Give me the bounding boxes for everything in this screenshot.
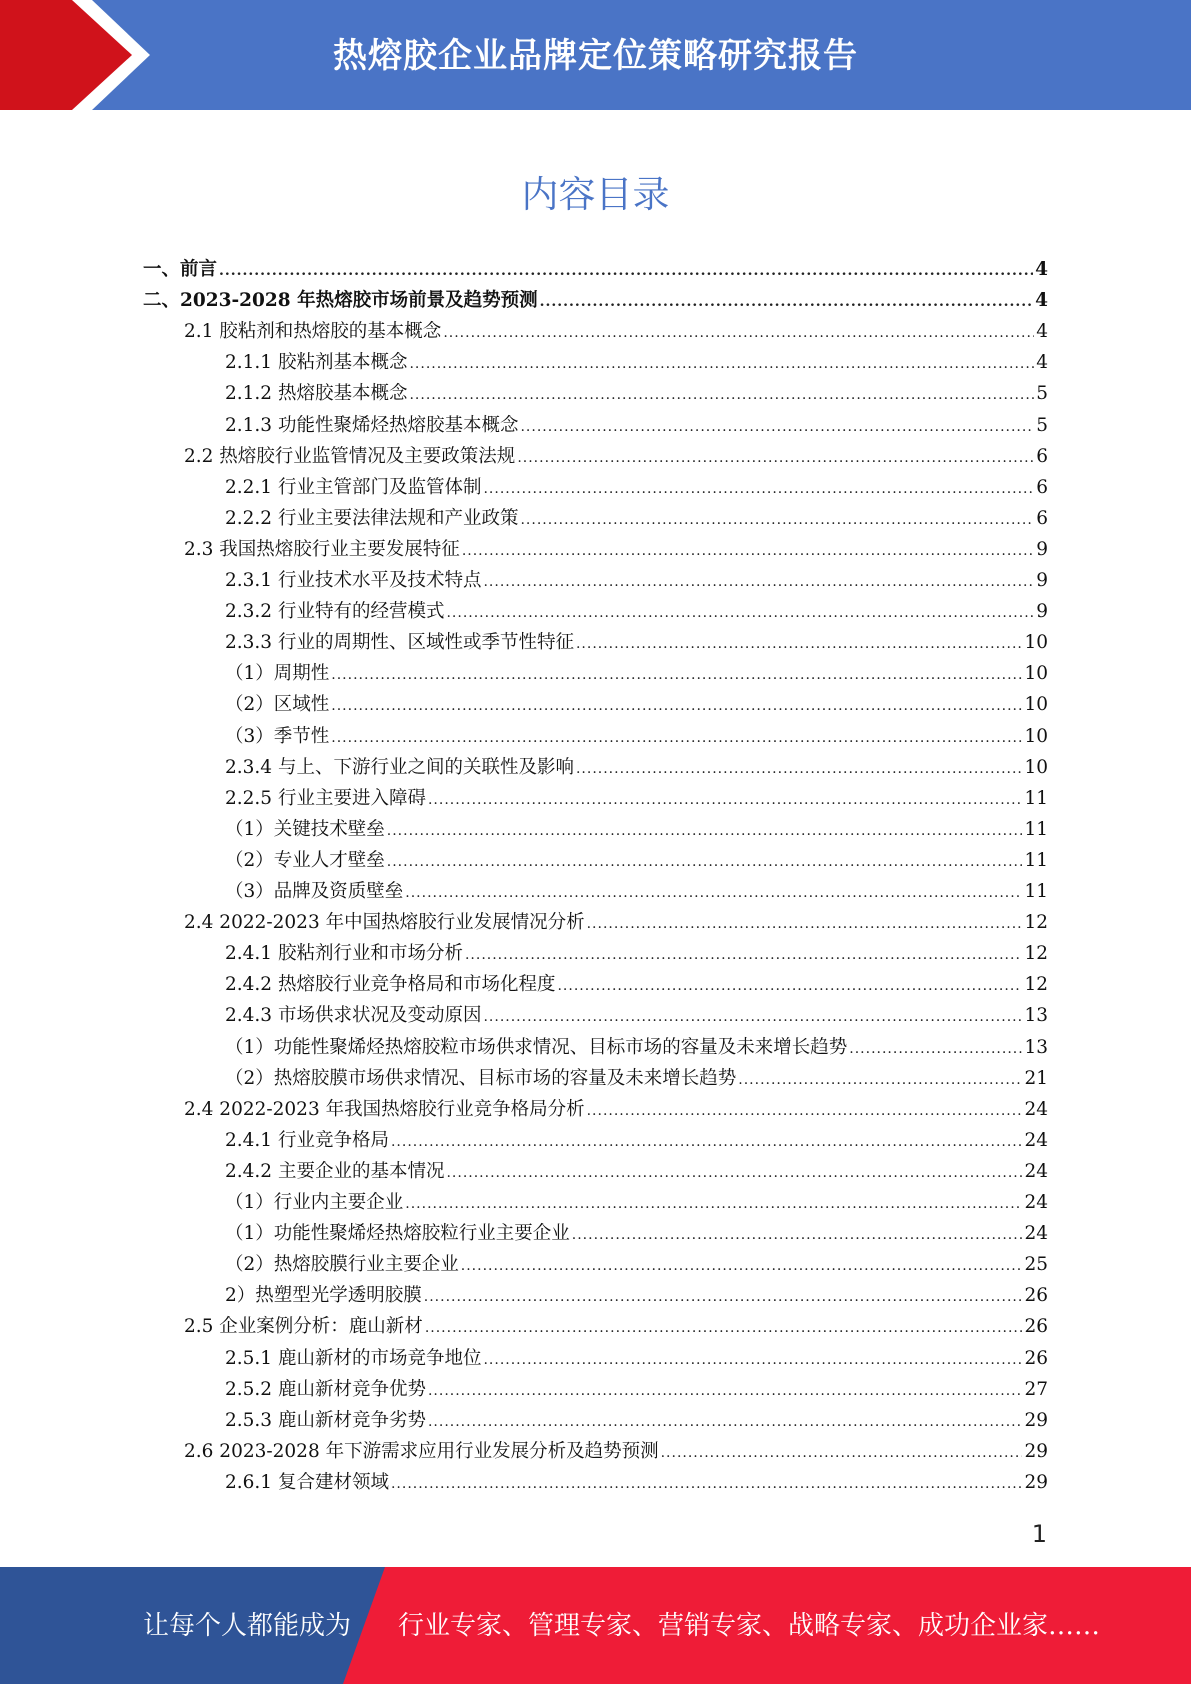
toc-leader-dots bbox=[443, 318, 1034, 349]
toc-leader-dots bbox=[520, 412, 1034, 443]
toc-entry[interactable] bbox=[225, 689, 1048, 720]
toc-leader-dots bbox=[557, 971, 1022, 1002]
toc-entry-page: 24 bbox=[1024, 1098, 1048, 1120]
toc-entry-title: （1）功能性聚烯烃热熔胶粒行业主要企业 bbox=[225, 1223, 570, 1245]
toc-entry[interactable] bbox=[143, 285, 1048, 316]
toc-leader-dots bbox=[219, 256, 1033, 287]
toc-leader-dots bbox=[405, 878, 1022, 909]
toc-entry-title: 2.3.3 行业的周期性、区域性或季节性特征 bbox=[225, 632, 574, 654]
toc-entry-page: 11 bbox=[1024, 881, 1048, 902]
toc-entry[interactable] bbox=[225, 1156, 1048, 1187]
toc-entry[interactable] bbox=[225, 814, 1048, 845]
toc-entry-page: 11 bbox=[1024, 849, 1048, 871]
toc-leader-dots bbox=[428, 1407, 1022, 1438]
toc-leader-dots bbox=[587, 1096, 1023, 1127]
toc-leader-dots bbox=[483, 1002, 1022, 1033]
toc-entry-title: 2.2.2 行业主要法律法规和产业政策 bbox=[225, 507, 519, 529]
toc-entry-title: 2.6.1 复合建材领域 bbox=[225, 1471, 389, 1493]
toc-entry-page: 24 bbox=[1024, 1223, 1048, 1245]
toc-leader-dots bbox=[483, 567, 1034, 598]
toc-entry-page: 24 bbox=[1024, 1160, 1048, 1182]
toc-entry-page: 5 bbox=[1036, 414, 1048, 436]
toc-entry-page: 29 bbox=[1024, 1409, 1048, 1431]
toc-entry[interactable] bbox=[225, 1063, 1048, 1094]
toc-leader-dots bbox=[409, 349, 1034, 380]
toc-entry-title: 2.4.2 主要企业的基本情况 bbox=[225, 1160, 445, 1182]
toc-entry-title: 2.4.1 行业竞争格局 bbox=[225, 1129, 389, 1151]
toc-entry-page: 10 bbox=[1024, 694, 1048, 716]
toc-entry-title: 2.4.1 胶粘剂行业和市场分析 bbox=[225, 943, 463, 965]
toc-entry-title: 2.1.1 胶粘剂基本概念 bbox=[225, 352, 408, 374]
toc-entry[interactable] bbox=[225, 1280, 1048, 1311]
toc-entry-page: 6 bbox=[1036, 507, 1048, 529]
toc-entry-page: 12 bbox=[1024, 943, 1048, 965]
toc-leader-dots bbox=[387, 816, 1023, 847]
toc-entry-page: 4 bbox=[1036, 352, 1048, 374]
toc-entry[interactable] bbox=[143, 254, 1048, 285]
toc-leader-dots bbox=[483, 474, 1034, 505]
toc-entry-page: 11 bbox=[1024, 818, 1048, 840]
toc-leader-dots bbox=[446, 1158, 1022, 1189]
toc-leader-dots bbox=[428, 785, 1022, 816]
toc-leader-dots bbox=[576, 629, 1022, 660]
toc-entry-page: 26 bbox=[1024, 1285, 1048, 1307]
toc-leader-dots bbox=[446, 598, 1034, 629]
toc-entry-page: 25 bbox=[1024, 1254, 1048, 1276]
page-number: 1 bbox=[1031, 1520, 1047, 1548]
toc-leader-dots bbox=[465, 940, 1022, 971]
toc-leader-dots bbox=[331, 691, 1022, 722]
toc-entry-page: 10 bbox=[1024, 663, 1048, 685]
toc-entry[interactable] bbox=[184, 1094, 1048, 1125]
toc-entry-title: 2.4.2 热熔胶行业竞争格局和市场化程度 bbox=[225, 974, 556, 996]
toc-entry-title: 一、前言 bbox=[143, 259, 218, 280]
toc-heading: 内容目录 bbox=[521, 173, 670, 216]
toc-entry[interactable] bbox=[225, 783, 1048, 814]
toc-entry[interactable] bbox=[225, 938, 1048, 969]
toc-entry[interactable] bbox=[225, 1032, 1048, 1063]
toc-leader-dots bbox=[425, 1313, 1023, 1344]
toc-entry-page: 26 bbox=[1024, 1347, 1048, 1369]
toc-entry-title: 2）热塑型光学透明胶膜 bbox=[225, 1285, 422, 1307]
toc-leader-dots bbox=[405, 1189, 1022, 1220]
toc-entry[interactable] bbox=[184, 441, 1048, 472]
toc-entry-title: （3）季节性 bbox=[225, 725, 330, 747]
toc-entry-page: 10 bbox=[1024, 756, 1048, 778]
toc-entry[interactable] bbox=[225, 1343, 1048, 1374]
toc-entry[interactable] bbox=[225, 410, 1048, 441]
toc-entry-page: 12 bbox=[1024, 912, 1048, 934]
toc-entry-title: 2.3.2 行业特有的经营模式 bbox=[225, 601, 445, 623]
toc-entry[interactable] bbox=[225, 627, 1048, 658]
toc-entry[interactable] bbox=[225, 472, 1048, 503]
toc-entry-page: 24 bbox=[1024, 1192, 1048, 1213]
toc-entry-title: 二、2023-2028 年热熔胶市场前景及趋势预测 bbox=[143, 290, 538, 312]
toc-entry-title: 2.6 2023-2028 年下游需求应用行业发展分析及趋势预测 bbox=[184, 1440, 659, 1462]
toc-entry-title: 2.5 企业案例分析：鹿山新材 bbox=[184, 1316, 423, 1338]
toc-entry-page: 4 bbox=[1036, 321, 1048, 343]
toc-entry-title: （2）热熔胶膜行业主要企业 bbox=[225, 1254, 459, 1276]
toc-entry[interactable] bbox=[225, 721, 1048, 752]
toc-leader-dots bbox=[576, 754, 1022, 785]
toc-entry-page: 29 bbox=[1024, 1440, 1048, 1462]
toc-entry-title: （1）功能性聚烯烃热熔胶粒市场供求情况、目标市场的容量及未来增长趋势 bbox=[225, 1036, 848, 1058]
toc-entry-page: 12 bbox=[1024, 974, 1048, 996]
toc-entry-page: 10 bbox=[1024, 725, 1048, 747]
toc-entry[interactable] bbox=[225, 1218, 1048, 1249]
toc-leader-dots bbox=[391, 1469, 1022, 1500]
toc-leader-dots bbox=[661, 1438, 1023, 1469]
toc-entry[interactable] bbox=[184, 1311, 1048, 1342]
toc-leader-dots bbox=[391, 1127, 1022, 1158]
toc-entry[interactable] bbox=[225, 1249, 1048, 1280]
toc-entry-page: 4 bbox=[1035, 290, 1048, 312]
toc-entry-page: 21 bbox=[1024, 1067, 1048, 1089]
toc-entry-title: 2.2.5 行业主要进入障碍 bbox=[225, 787, 426, 809]
toc-entry[interactable] bbox=[225, 503, 1048, 534]
toc-entry-title: 2.4 2022-2023 年我国热熔胶行业竞争格局分析 bbox=[184, 1098, 585, 1120]
toc-entry[interactable] bbox=[225, 1187, 1048, 1218]
toc-entry-title: 2.3 我国热熔胶行业主要发展特征 bbox=[184, 538, 460, 560]
toc-entry[interactable] bbox=[225, 845, 1048, 876]
toc-entry-title: 2.5.1 鹿山新材的市场竞争地位 bbox=[225, 1347, 482, 1369]
toc-leader-dots bbox=[738, 1065, 1022, 1096]
toc-entry-page: 10 bbox=[1024, 632, 1048, 654]
toc-entry[interactable] bbox=[225, 1405, 1048, 1436]
toc-entry[interactable] bbox=[225, 752, 1048, 783]
footer-slogan-right: 行业专家、管理专家、营销专家、战略专家、成功企业家…… bbox=[398, 1611, 1101, 1641]
toc-leader-dots bbox=[572, 1220, 1023, 1251]
toc-entry-title: 2.2.1 行业主管部门及监管体制 bbox=[225, 476, 482, 498]
toc-entry-page: 13 bbox=[1024, 1005, 1048, 1027]
toc-leader-dots bbox=[387, 847, 1023, 878]
toc-leader-dots bbox=[424, 1282, 1023, 1313]
toc-entry-title: （2）区域性 bbox=[225, 694, 330, 716]
toc-entry[interactable] bbox=[184, 1436, 1048, 1467]
footer-slogan-left: 让每个人都能成为 bbox=[143, 1611, 352, 1641]
toc-entry[interactable] bbox=[225, 596, 1048, 627]
toc-entry-title: （2）热熔胶膜市场供求情况、目标市场的容量及未来增长趋势 bbox=[225, 1067, 737, 1089]
toc-entry[interactable] bbox=[184, 316, 1048, 347]
toc-entry-page: 6 bbox=[1036, 476, 1048, 498]
toc-entry-page: 9 bbox=[1036, 538, 1048, 560]
toc-entry-title: 2.5.2 鹿山新材竞争优势 bbox=[225, 1378, 426, 1400]
toc-leader-dots bbox=[483, 1345, 1022, 1376]
report-header bbox=[0, 0, 1191, 110]
toc-leader-dots bbox=[462, 536, 1034, 567]
toc-entry-title: 2.4 2022-2023 年中国热熔胶行业发展情况分析 bbox=[184, 912, 585, 934]
toc-entry-title: 2.1 胶粘剂和热熔胶的基本概念 bbox=[184, 321, 442, 343]
toc-entry-page: 27 bbox=[1024, 1378, 1048, 1400]
toc-entry-page: 5 bbox=[1036, 383, 1048, 405]
toc-entry-page: 26 bbox=[1024, 1316, 1048, 1338]
toc-entry[interactable] bbox=[225, 969, 1048, 1000]
toc-entry-title: （3）品牌及资质壁垒 bbox=[225, 881, 404, 902]
toc-leader-dots bbox=[849, 1034, 1022, 1065]
toc-entry[interactable] bbox=[184, 907, 1048, 938]
toc-entry-title: （1）关键技术壁垒 bbox=[225, 818, 385, 840]
report-title: 热熔胶企业品牌定位策略研究报告 bbox=[333, 36, 858, 76]
toc-entry[interactable] bbox=[225, 1125, 1048, 1156]
toc-entry[interactable] bbox=[225, 658, 1048, 689]
toc-entry-page: 9 bbox=[1036, 570, 1048, 591]
toc-leader-dots bbox=[428, 1376, 1022, 1407]
toc-entry-page: 4 bbox=[1035, 259, 1048, 280]
toc-entry[interactable] bbox=[225, 1467, 1048, 1498]
toc-entry[interactable] bbox=[184, 534, 1048, 565]
toc-entry-page: 24 bbox=[1024, 1129, 1048, 1151]
toc-leader-dots bbox=[331, 660, 1022, 691]
toc-entry-title: （1）周期性 bbox=[225, 663, 330, 685]
toc-leader-dots bbox=[461, 1251, 1023, 1282]
toc-entry[interactable] bbox=[225, 1374, 1048, 1405]
toc-entry-page: 11 bbox=[1024, 787, 1048, 809]
toc-entry-page: 6 bbox=[1036, 445, 1048, 467]
toc-entry-title: 2.1.3 功能性聚烯烃热熔胶基本概念 bbox=[225, 414, 519, 436]
toc-leader-dots bbox=[409, 380, 1034, 411]
toc-entry-title: 2.1.2 热熔胶基本概念 bbox=[225, 383, 408, 405]
toc-entry-title: 2.3.1 行业技术水平及技术特点 bbox=[225, 570, 482, 591]
toc-leader-dots bbox=[587, 909, 1023, 940]
toc-leader-dots bbox=[540, 287, 1034, 318]
toc-entry[interactable] bbox=[225, 378, 1048, 409]
toc-entry[interactable] bbox=[225, 876, 1048, 907]
toc-entry-title: 2.5.3 鹿山新材竞争劣势 bbox=[225, 1409, 426, 1431]
toc-entry-page: 29 bbox=[1024, 1471, 1048, 1493]
toc-leader-dots bbox=[331, 723, 1022, 754]
toc-entry-title: （2）专业人才壁垒 bbox=[225, 849, 385, 871]
toc-entry-title: 2.2 热熔胶行业监管情况及主要政策法规 bbox=[184, 445, 516, 467]
toc-entry[interactable] bbox=[225, 347, 1048, 378]
toc-leader-dots bbox=[517, 443, 1034, 474]
toc-entry[interactable] bbox=[225, 1000, 1048, 1031]
toc-entry-title: （1）行业内主要企业 bbox=[225, 1192, 404, 1213]
toc-entry-title: 2.4.3 市场供求状况及变动原因 bbox=[225, 1005, 482, 1027]
toc-entry[interactable] bbox=[225, 565, 1048, 596]
toc-entry-page: 9 bbox=[1036, 601, 1048, 623]
footer-banner bbox=[0, 1567, 1191, 1684]
toc-entry-page: 13 bbox=[1024, 1036, 1048, 1058]
toc-leader-dots bbox=[520, 505, 1034, 536]
toc-entry-title: 2.3.4 与上、下游行业之间的关联性及影响 bbox=[225, 756, 574, 778]
